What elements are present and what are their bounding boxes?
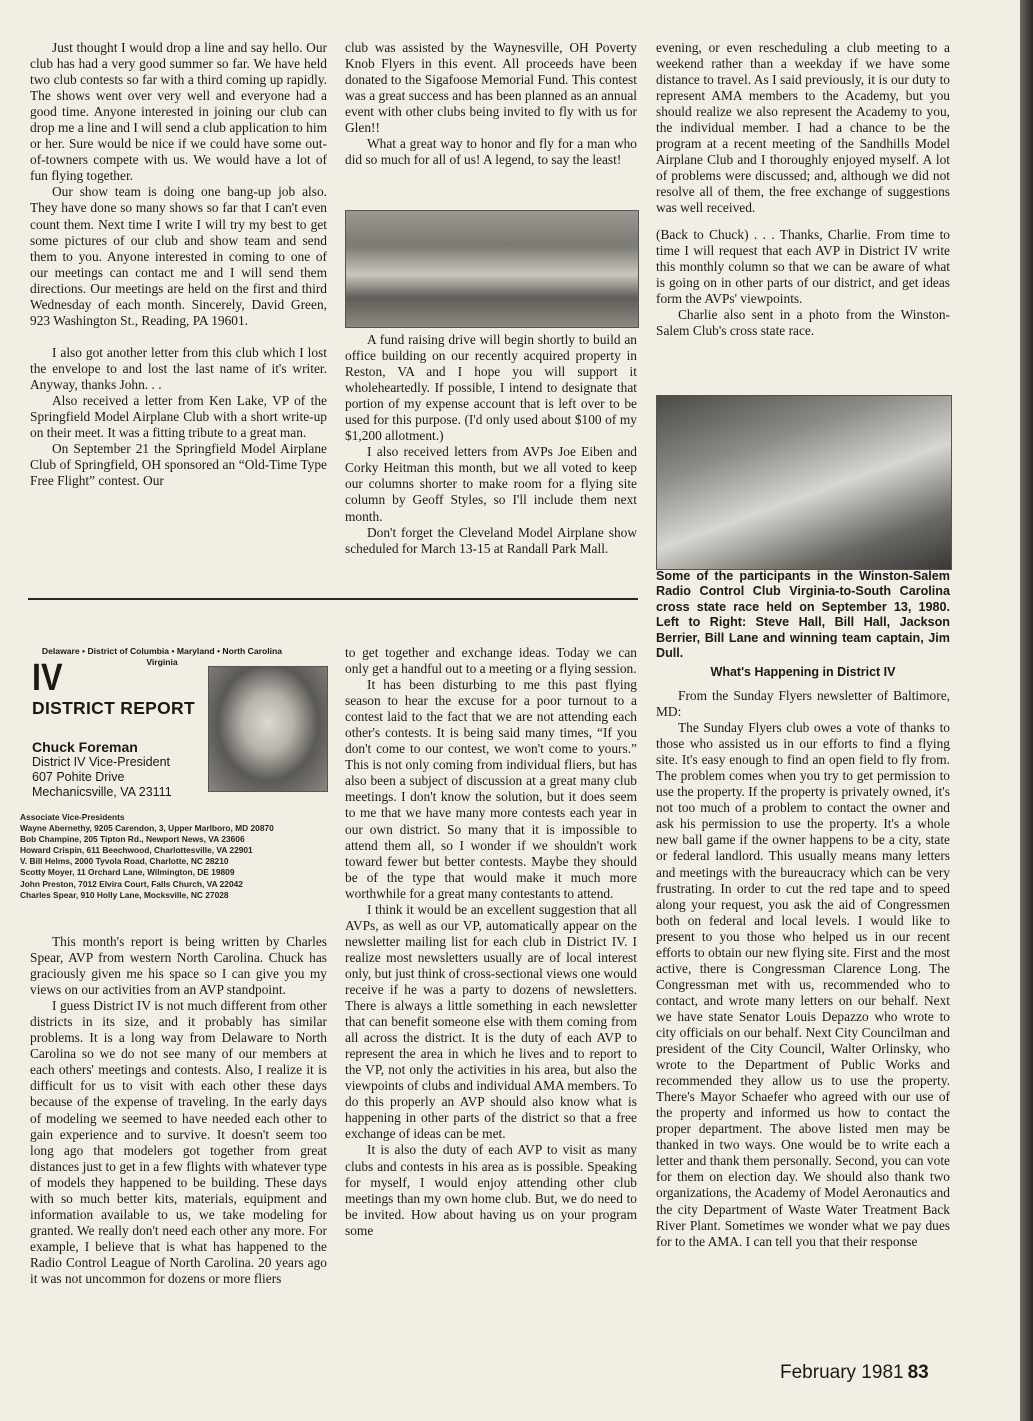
issue-date: February 1981 [780, 1362, 904, 1383]
top-column-2b [345, 332, 637, 557]
vp-title: District IV Vice-President [32, 755, 171, 769]
vp-name: Chuck Foreman [32, 739, 138, 755]
section-heading: What's Happening in District IV [710, 665, 896, 679]
vp-contact [32, 740, 172, 800]
vp-city: Mechanicsville, VA 23111 [32, 785, 172, 799]
section-divider [28, 598, 638, 600]
avp-entry: V. Bill Helms, 2000 Tyvola Road, Charlotte, NC 28210 [20, 856, 229, 867]
paragraph: club was assisted by the Waynesville, OH Poverty Knob Flyers in this event. All proceeds have been donated to the Sigafoose Memorial Fund. This contest was a great success and has been planned as an annual event with other clubs being invited to fly with us for Glen!! [345, 40, 637, 136]
district-report-title: DISTRICT REPORT [32, 698, 195, 718]
paragraph: I think it would be an excellent suggestion that all AVPs, as well as our VP, automatically appear on the newsletter mailing list for each club in District IV. I realize most newsletters usually are of local interest only, but just think of cross-sectional views one would receive if he was a party to dozens of newsletters. There is always a little something in each newsletter that can benefit someone else with them coming from all across the district. It is the duty of each AVP to represent the area in which he lives and to report to the VP, not only the activities in his area, but also the viewpoints of clubs and individual AMA members. To do this properly an AVP should also know what is happening in other parts of the district so that a free exchange of ideas can be met. [345, 901, 637, 1142]
paragraph: What a great way to honor and fly for a man who did so much for all of us! A legend, to say the least! [345, 136, 637, 168]
paragraph: This month's report is being written by Charles Spear, AVP from western North Carolina. Chuck has graciously given me his space so I can give you my views on our activities from an AVP standpoint. [30, 934, 327, 998]
paragraph: Charlie also sent in a photo from the Winston-Salem Club's cross state race. [656, 306, 950, 338]
avp-entry: Howard Crispin, 611 Beechwood, Charlottesville, VA 22901 [20, 845, 253, 856]
page-number: 83 [907, 1362, 929, 1383]
associate-vp-list [20, 812, 274, 901]
avp-entry: Scotty Moyer, 11 Orchard Lane, Wilmington, DE 19809 [20, 867, 235, 878]
top-column-2a [345, 40, 637, 168]
paragraph: Don't forget the Cleveland Model Airplane show scheduled for March 13-15 at Randall Park Mall. [345, 524, 637, 556]
paragraph: A fund raising drive will begin shortly to build an office building on our recently acquired property in Reston, VA and I hope you will support it wholeheartedly. If possible, I intend to designate that portion of my expense account that is left over to be used for this purpose. (I'd only used about $100 of my $1,200 allotment.) [345, 332, 637, 444]
paragraph: Just thought I would drop a line and say hello. Our club has had a very good summer so far. We have held two club contests so far with a third coming up rapidly. The shows went over very well and everyone had a good time. Anyone interested in joining our club can drop me a line and I will send a club application to him or her. Sure would be nice if we could have some out-of-towners compete with us. We would have a lot of fun flying together. [30, 40, 327, 184]
paragraph: I guess District IV is not much different from other districts in its size, and it probably has similar problems. It is a long way from Delaware to North Carolina so we do not see many of our members at each others' meetings and contests. Also, I realize it is difficult for us to visit with each other these days because of the expense of traveling. In the early days of modeling we seemed to have needed each other to gain experience and to survive. It doesn't seem too long ago that modelers got together from great distances just to get in a few flights with whatever type of models they happened to be building. These days with so much better kits, materials, equipment and information available to us, we take modeling for granted. We really don't need each other any more. For example, I believe that is what has happened to the Radio Control League of North Carolina. 20 years ago it was not uncommon for dozens or more fliers [30, 998, 327, 1286]
paragraph: I also got another letter from this club which I lost the envelope to and lost the last name of it's writer. Anyway, thanks John. . . [30, 344, 327, 392]
district-numeral: IV [32, 657, 63, 699]
paragraph: (Back to Chuck) . . . Thanks, Charlie. From time to time I will request that each AVP in District IV write this monthly column so that we can be aware of what is going on in other parts of our district, and get ideas form the AVPs' viewpoints. [656, 226, 950, 306]
top-column-1 [30, 40, 327, 489]
district-states: Delaware • District of Columbia • Maryland • North Carolina Virginia [41, 646, 283, 667]
paragraph: It is also the duty of each AVP to visit as many clubs and contests in his area as is possible. Speaking for myself, I would enjoy attending other club meetings than my own home club. But, we do need to be invited. How about having us on your program some [345, 1142, 637, 1238]
club-group-photo [345, 210, 639, 328]
paragraph: to get together and exchange ideas. Today we can only get a handful out to a meeting or a flying session. [345, 645, 637, 677]
avp-heading: Associate Vice-Presidents [20, 812, 125, 822]
top-column-3 [656, 40, 950, 339]
paragraph: Also received a letter from Ken Lake, VP of the Springfield Model Airplane Club with a short write-up on their meet. It was a fitting tribute to a great man. [30, 392, 327, 441]
photo-caption: Some of the participants in the Winston-Salem Radio Control Club Virginia-to-South Carolina cross state race held on September 13, 1980. Left to Right: Steve Hall, Bill Hall, Jackson Berrier, Bill Lane and winning team captain, Jim Dull. [656, 569, 950, 661]
scan-edge [1020, 0, 1033, 1421]
paragraph: The Sunday Flyers club owes a vote of thanks to those who assisted us in our efforts to find a flying site. It's easy enough to find an open field to fly from. The problem comes when you try to get permission to use the property. If the property is privately owned, it's not too much of a problem to contact the owner and ask his permission to use the property. It's a whole new ball game if the owner happens to be a city, state or federal landlord. This usually means many letters and meetings with the bureaucracy which can be very frustrating. In order to cut the red tape and to speed along your request, you ask the aid of Congressmen both on federal and local levels. I would like to present to you those who helped us in our recent efforts to obtain our new flying site. First and the most active, there is Congressman Clarence Long. The Congressman met with us, recommended who to contact, and wrote many letters on our behalf. Next we have state Senator Louis Depazzo who wrote to city officials on our behalf. Next City Councilman and president of the City Council, Walter Orlinsky, who wrote to the Department of Public Works and recommended they allow us to use the property. There's Mayor Schaefer who agreed with our use of the property and informed us how to contact the proper department. The above listed men may be thanked in two ways. One would be to write each a letter and thank them personally. Second, you can vote for them on election day. We should also thank two organizations, the Academy of Model Aeronautics and the city Department of Waste Water Treatment Back River Plant. Sometimes we wonder what we pay dues for to the AMA. I can tell you that their response [656, 720, 950, 1249]
avp-entry: Charles Spear, 910 Holly Lane, Mocksville, NC 27028 [20, 889, 229, 900]
page-footer [780, 1362, 929, 1384]
vp-street: 607 Pohite Drive [32, 770, 125, 784]
avp-entry: John Preston, 7012 Elvira Court, Falls Church, VA 22042 [20, 878, 243, 889]
bottom-column-2 [345, 645, 637, 1239]
paragraph: Our show team is doing one bang-up job also. They have done so many shows so far that I can't even count them. Next time I write I will try my best to get some pictures of our club and show team and send them to you. Anyone interested in coming to one of our meetings can contact me and I will send them directions. Our meetings are held on the first and third Wednesday of each month. Sincerely, David Green, 923 Washington St., Reading, PA 19601. [30, 184, 327, 328]
bottom-column-1 [30, 934, 327, 1287]
paragraph: It has been disturbing to me this past flying season to hear the excuse for a poor turnout to a contest laid to the fact that we are not attending each other's contests. It is being said many times, “If you don't come to our contest, we won't come to yours.” This is not only coming from individual fliers, but has also been a subject of discussion at a great many club meetings. I don't know the solution, but it does seem to me that we have many more contests each year in our own district. So many that it is impossible to attend them all, so I wonder if we shouldn't work toward fewer but better contests. Maybe they should be of the type that would make it much more worthwhile for a great many contestants to attend. [345, 677, 637, 901]
avp-entry: Bob Champine, 205 Tipton Rd., Newport News, VA 23606 [20, 834, 245, 845]
paragraph: evening, or even rescheduling a club meeting to a weekend rather than a weekday if we have some distance to travel. As I said previously, it is our duty to represent AMA members to the Academy, but you should realize we also represent the Academy to you, the individual member. I had a chance to be the program at a recent meeting of the Sandhills Model Airplane Club and I thoroughly enjoyed myself. A lot of problems were discussed; and, although we did not resolve all of them, the free exchange of suggestions was well received. [656, 40, 950, 216]
avp-entry: Wayne Abernethy, 9205 Carendon, 3, Upper Marlboro, MD 20870 [20, 823, 274, 834]
cross-state-race-photo [656, 395, 952, 570]
bottom-column-3 [656, 688, 950, 1250]
paragraph: I also received letters from AVPs Joe Eiben and Corky Heitman this month, but we all voted to keep our columns shorter to make room for a flying site column by Geoff Styles, so I'll include them next month. [345, 444, 637, 524]
vp-portrait-photo [208, 666, 328, 792]
paragraph: From the Sunday Flyers newsletter of Baltimore, MD: [656, 688, 950, 720]
paragraph: On September 21 the Springfield Model Airplane Club of Springfield, OH sponsored an “Old-Time Type Free Flight” contest. Our [30, 441, 327, 489]
